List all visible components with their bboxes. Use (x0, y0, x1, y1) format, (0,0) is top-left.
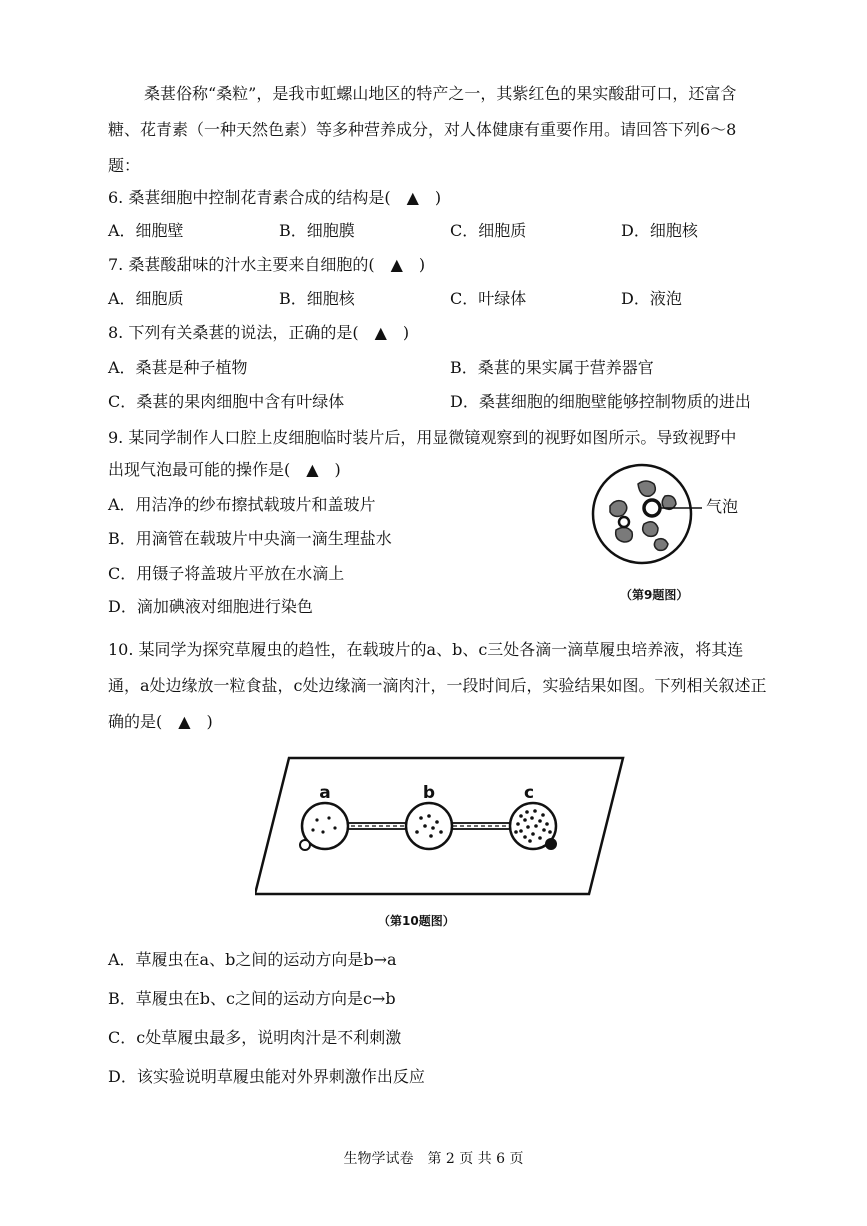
q6-option-c: C．细胞质 (450, 221, 527, 240)
question-9-stem-line1: 9. 某同学制作人口腔上皮细胞临时装片后，用显微镜观察到的视野如图所示。导致视野中 (108, 428, 737, 447)
q6-option-d: D．细胞核 (621, 221, 698, 240)
drop-a-label: a (319, 783, 331, 803)
paramecium-dot (429, 834, 433, 838)
q6-option-b: B．细胞膜 (279, 221, 355, 240)
paramecium-dot (419, 816, 423, 820)
q6-option-a: A．细胞壁 (108, 221, 184, 240)
q9-option-d: D．滴加碘液对细胞进行染色 (108, 597, 313, 616)
paramecium-dot (315, 818, 318, 821)
epithelial-cell (643, 522, 658, 537)
paramecium-dot (427, 814, 431, 818)
q8-option-a: A．桑葚是种子植物 (108, 358, 248, 377)
question-10-stem: 10. 某同学为探究草履虫的趋性，在载玻片的a、b、c三处各滴一滴草履虫培养液，将其连通，a处边缘放一粒食盐，c处边缘滴一滴肉汁，一段时间后，实验结果如图。下列相关叙述正确的是( ▲ ) (108, 640, 767, 731)
q9-option-c: C．用镊子将盖玻片平放在水滴上 (108, 564, 345, 583)
question-8-stem: 8. 下列有关桑葚的说法，正确的是( ▲ ) (108, 323, 410, 342)
paramecium-dot (415, 830, 419, 834)
q8-option-b: B．桑葚的果实属于营养器官 (450, 358, 654, 377)
epithelial-cell (610, 501, 627, 517)
q10-slide-figure (255, 752, 625, 900)
q7-option-c: C．叶绿体 (450, 289, 527, 308)
paramecium-dot (431, 826, 435, 830)
field-of-view-circle (593, 465, 691, 563)
air-bubble-small (619, 517, 629, 527)
paramecium-dot (439, 830, 443, 834)
paramecium-dot (423, 824, 427, 828)
paramecium-dot (435, 820, 439, 824)
paramecium-dot (321, 830, 324, 833)
salt-grain (300, 840, 310, 850)
q9-bubble-label: 气泡 (706, 497, 739, 516)
question-9-stem-line2: 出现气泡最可能的操作是( ▲ ) (108, 460, 341, 479)
q9-microscope-figure (590, 462, 760, 582)
q10-option-d: D．该实验说明草履虫能对外界刺激作出反应 (108, 1067, 425, 1086)
intro-paragraph: 桑葚俗称“桑粒”，是我市虹螺山地区的特产之一，其紫红色的果实酸甜可口，还富含糖、花青素（一种天然色素）等多种营养成分，对人体健康有重要作用。请回答下列6～8题： (108, 84, 737, 175)
meat-juice-drop (545, 838, 557, 850)
paramecium-dot (327, 816, 330, 819)
air-bubble (644, 500, 660, 516)
drop-b (406, 803, 452, 849)
q9-option-b: B．用滴管在载玻片中央滴一滴生理盐水 (108, 529, 392, 548)
q8-option-c: C．桑葚的果肉细胞中含有叶绿体 (108, 392, 345, 411)
drop-c-label: c (523, 783, 535, 803)
epithelial-cell (654, 539, 668, 551)
paramecium-dot (333, 826, 336, 829)
q10-option-c: C．c处草履虫最多，说明肉汁是不利刺激 (108, 1028, 402, 1047)
drop-b-label: b (422, 783, 436, 803)
q7-option-d: D．液泡 (621, 289, 682, 308)
q9-figure-caption: （第9题图） (620, 588, 689, 602)
q10-option-b: B．草履虫在b、c之间的运动方向是c→b (108, 989, 396, 1008)
question-6-stem: 6. 桑葚细胞中控制花青素合成的结构是( ▲ ) (108, 188, 442, 207)
epithelial-cell (616, 527, 633, 542)
q7-option-a: A．细胞质 (108, 289, 184, 308)
paramecium-dot (311, 828, 314, 831)
q10-option-a: A．草履虫在a、b之间的运动方向是b→a (108, 950, 397, 969)
q10-figure-caption: （第10题图） (378, 914, 455, 928)
q7-option-b: B．细胞核 (279, 289, 355, 308)
q9-option-a: A．用洁净的纱布擦拭载玻片和盖玻片 (108, 495, 376, 514)
q8-option-d: D．桑葚细胞的细胞壁能够控制物质的进出 (450, 392, 751, 411)
question-7-stem: 7. 桑葚酸甜味的汁水主要来自细胞的( ▲ ) (108, 255, 426, 274)
page-footer: 生物学试卷 第 2 页 共 6 页 (343, 1151, 524, 1167)
